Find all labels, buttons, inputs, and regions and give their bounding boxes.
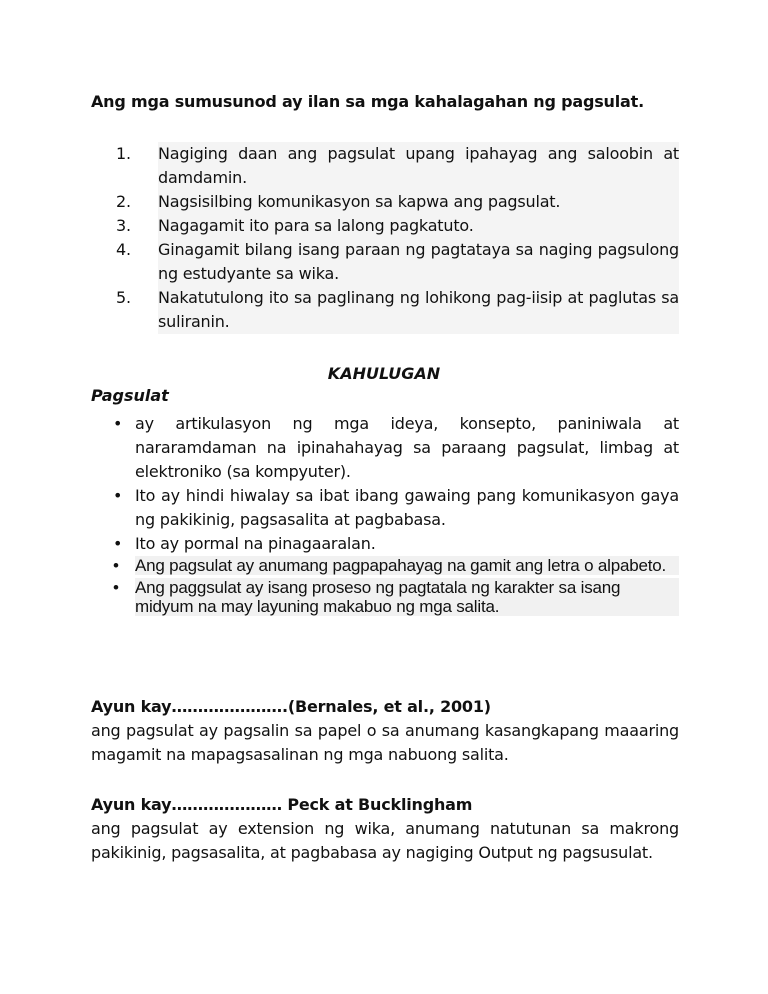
bullet-item (91, 556, 679, 575)
bullet-item (91, 484, 679, 532)
term-heading: Pagsulat (91, 386, 169, 405)
bullet-item (91, 532, 679, 556)
list-text: Ginagamit bilang isang paraan ng pagtataya sa naging pagsulong ng estudyante sa wika. (158, 238, 679, 286)
list-text: Nakatutulong ito sa paglinang ng lohikong pag-iisip at paglutas sa suliranin. (158, 286, 679, 334)
bullet-item (91, 412, 679, 484)
bullet-icon: • (113, 486, 123, 505)
bullet-text: ay artikulasyon ng mga ideya, konsepto, paniniwala at nararamdaman na ipinahahayag sa paraang pagsulat, limbag at elektroniko (sa kompyuter). (135, 414, 679, 481)
section-title: KAHULUGAN (327, 364, 441, 383)
bullet-item (91, 578, 679, 616)
list-item (91, 238, 679, 286)
list-text: Nagagamit ito para sa lalong pagkatuto. (158, 214, 679, 238)
definition-bernales (91, 695, 679, 767)
page-heading: Ang mga sumusunod ay ilan sa mga kahalagahan ng pagsulat. (91, 92, 644, 111)
bullet-icon: • (113, 556, 119, 575)
kahalagahan-list (91, 142, 679, 334)
list-text: Nagsisilbing komunikasyon sa kapwa ang pagsulat. (158, 190, 679, 214)
list-number: 3. (116, 216, 131, 235)
list-text: Nagiging daan ang pagsulat upang ipahayag ang saloobin at damdamin. (158, 142, 679, 190)
list-item (91, 286, 679, 334)
list-item (91, 214, 679, 238)
bullet-text: Ang paggsulat ay isang proseso ng pagtatala ng karakter sa isang midyum na may layuning makabuo ng mga salita. (135, 578, 679, 616)
list-item (91, 142, 679, 190)
bullet-text: Ito ay pormal na pinagaaralan. (135, 534, 376, 553)
definition-peck-bucklingham (91, 793, 679, 865)
list-number: 2. (116, 192, 131, 211)
list-item (91, 190, 679, 214)
list-number: 4. (116, 240, 131, 259)
citation-heading: Ayun kay………………….(Bernales, et al., 2001) (91, 697, 491, 716)
citation-text: ang pagsulat ay extension ng wika, anumang natutunan sa makrong pakikinig, pagsasalita, at pagbabasa ay nagiging Output ng pagsusulat. (91, 819, 679, 862)
bullet-text: Ang pagsulat ay anumang pagpapahayag na gamit ang letra o alpabeto. (135, 556, 679, 575)
bullet-icon: • (113, 534, 123, 553)
list-number: 1. (116, 144, 131, 163)
citation-heading: Ayun kay………………… Peck at Bucklingham (91, 795, 473, 814)
bullet-text: Ito ay hindi hiwalay sa ibat ibang gawaing pang komunikasyon gaya ng pakikinig, pagsasalita at pagbabasa. (135, 486, 679, 529)
bullet-icon: • (113, 578, 119, 597)
kahulugan-list (91, 412, 679, 619)
citation-text: ang pagsulat ay pagsalin sa papel o sa anumang kasangkapang maaaring magamit na mapagsasalinan ng mga nabuong salita. (91, 721, 679, 764)
bullet-icon: • (113, 414, 123, 433)
list-number: 5. (116, 288, 131, 307)
